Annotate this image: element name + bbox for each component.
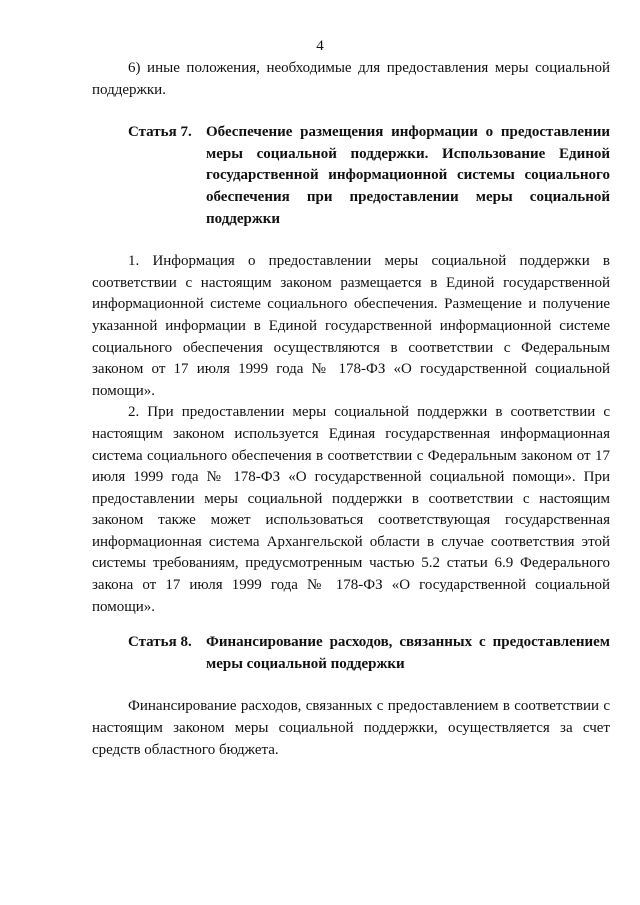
article-8-heading [92,632,610,675]
article-8-title: Финансирование расходов, связанных с предоставлением меры социальной поддержки [206,634,610,672]
article-7-paragraph-2: 2. При предоставлении меры социальной поддержки в соответствии с настоящим законом используется Единая государственная информационная система социального обеспечения в соответствии с Федеральным законом от 17 июля 1999 года № 178-ФЗ «О государственной социальной помощи». При предоставлении меры социальной поддержки в соответствии с настоящим законом также может использоваться соответствующая государственная информационная система Архангельской области в случае соответствия этой системы требованиям, предусмотренным частью 5.2 статьи 6.9 Федерального закона от 17 июля 1999 года № 178-ФЗ «О государственной социальной помощи». [92,404,610,615]
page-number: 4 [316,38,324,54]
article-7-title: Обеспечение размещения информации о предоставлении меры социальной поддержки. Использование Единой государственной информационной системы социального обеспечения при предоставлении меры социальной поддержки [206,124,610,227]
article-7-label: Статья 7. [128,124,192,141]
article-7-heading [92,122,610,230]
article-8-label: Статья 8. [128,634,192,651]
article-8-paragraph-1: Финансирование расходов, связанных с предоставлением в соответствии с настоящим законом меры социальной поддержки, осуществляется за счет средств областного бюджета. [92,698,610,758]
article-7-paragraph-1: 1. Информация о предоставлении меры социальной поддержки в соответствии с настоящим законом размещается в Единой государственной информационной системе социального обеспечения. Размещение и получение указанной информации в Единой государственной информационной системе социального обеспечения осуществляются в соответствии с Федеральным законом от 17 июля 1999 года № 178-ФЗ «О государственной социальной помощи». [92,253,610,399]
document-body [92,58,610,761]
intro-paragraph: 6) иные положения, необходимые для предоставления меры социальной поддержки. [92,60,610,98]
